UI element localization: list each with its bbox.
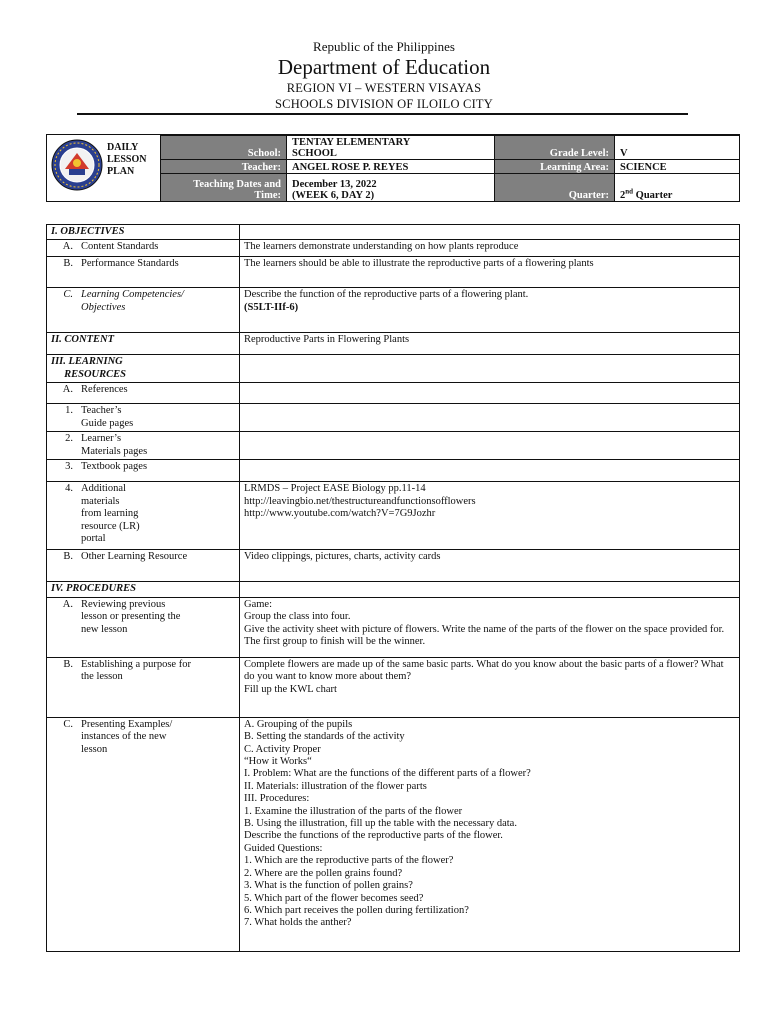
other-resource-value: Video clippings, pictures, charts, activity cards [240, 550, 740, 582]
header-region: REGION VI – WESTERN VISAYAS [286, 81, 482, 95]
additional-materials-value: LRMDS – Project EASE Biology pp.11-14 http://leavingbio.net/thestructureandfunctionsofflowers http://www.youtube.com/watch?V=7G9Jozhr [240, 482, 740, 550]
quarter-label: Quarter: [495, 174, 615, 202]
establishing-purpose-label: B. Establishing a purpose for the lesson [47, 657, 240, 717]
info-block [46, 134, 740, 202]
section-content: II. CONTENT [47, 333, 240, 355]
grade-level-label: Grade Level: [495, 136, 615, 160]
teaching-dates-label: Teaching Dates and Time: [161, 174, 287, 202]
performance-standards-value: The learners should be able to illustrate the reproductive parts of a flowering plants [240, 257, 740, 288]
content-value: Reproductive Parts in Flowering Plants [240, 333, 740, 355]
textbook-pages-label: 3. Textbook pages [47, 460, 240, 482]
header-rule [77, 113, 688, 115]
teaching-dates-value: December 13, 2022 (WEEK 6, DAY 2) [287, 174, 495, 202]
content-standards-value: The learners demonstrate understanding on how plants reproduce [240, 240, 740, 257]
learners-materials-label: 2. Learner’s Materials pages [47, 432, 240, 460]
learning-competencies-value: Describe the function of the reproductive parts of a flowering plant. (S5LT-IIf-6) [240, 288, 740, 333]
learning-competencies-label: C. Learning Competencies/ Objectives [47, 288, 240, 333]
reviewing-lesson-value: Game: Group the class into four. Give the activity sheet with picture of flowers. Write the name of the parts of the flower on the space provided for. The first group to finish will be the winner. [240, 597, 740, 657]
school-label: School: [161, 136, 287, 160]
teacher-value: ANGEL ROSE P. REYES [287, 160, 495, 174]
establishing-purpose-value: Complete flowers are made up of the same basic parts. What do you know about the basic parts of a flower? What do you want to know more about them? Fill up the KWL chart [240, 657, 740, 717]
deped-seal-icon [51, 139, 103, 191]
section-objectives: I. OBJECTIVES [47, 225, 240, 240]
additional-materials-label: 4. Additional materials from learning resource (LR) portal [47, 482, 240, 550]
competency-code: (S5LT-IIf-6) [244, 301, 299, 313]
teacher-label: Teacher: [161, 160, 287, 174]
header-division: SCHOOLS DIVISION OF ILOILO CITY [275, 97, 493, 111]
performance-standards-label: B. Performance Standards [47, 257, 240, 288]
school-value: TENTAY ELEMENTARY SCHOOL [287, 136, 495, 160]
other-resource-label: B. Other Learning Resource [47, 550, 240, 582]
header-republic: Republic of the Philippines [313, 39, 455, 54]
references-label: A. References [47, 383, 240, 404]
section-learning-resources: III. LEARNING RESOURCES [47, 355, 240, 383]
teachers-guide-label: 1. Teacher’s Guide pages [47, 404, 240, 432]
info-table [160, 135, 740, 202]
lesson-plan-table [46, 224, 740, 952]
header-department: Department of Education [277, 55, 491, 79]
learning-area-label: Learning Area: [495, 160, 615, 174]
presenting-examples-label: C. Presenting Examples/ instances of the new lesson [47, 717, 240, 951]
daily-lesson-plan-title: DAILY LESSON PLAN [107, 142, 147, 177]
quarter-value: 2nd Quarter [615, 174, 740, 202]
grade-level-value: V [615, 136, 740, 160]
presenting-examples-value: A. Grouping of the pupils B. Setting the standards of the activity C. Activity Proper “How it Works“ I. Problem: What are the functions of the different parts of a flower? II. Materials: illustration of the flower parts III. Procedures: 1. Examine the illustration of the parts of the flower B. Using the illustration, fill up the table with the necessary data. Describe the functions of the reproductive parts of the flower. Guided Questions: 1. Which are the reproductive parts of the flower? 2. Where are the pollen grains found? 3. What is the function of pollen grains? 5. Which part of the flower becomes seed? 6. Which part receives the pollen during fertilization? 7. What holds the anther? [240, 717, 740, 951]
section-procedures: IV. PROCEDURES [47, 582, 240, 597]
reviewing-lesson-label: A. Reviewing previous lesson or presenting the new lesson [47, 597, 240, 657]
content-standards-label: A. Content Standards [47, 240, 240, 257]
learning-area-value: SCIENCE [615, 160, 740, 174]
